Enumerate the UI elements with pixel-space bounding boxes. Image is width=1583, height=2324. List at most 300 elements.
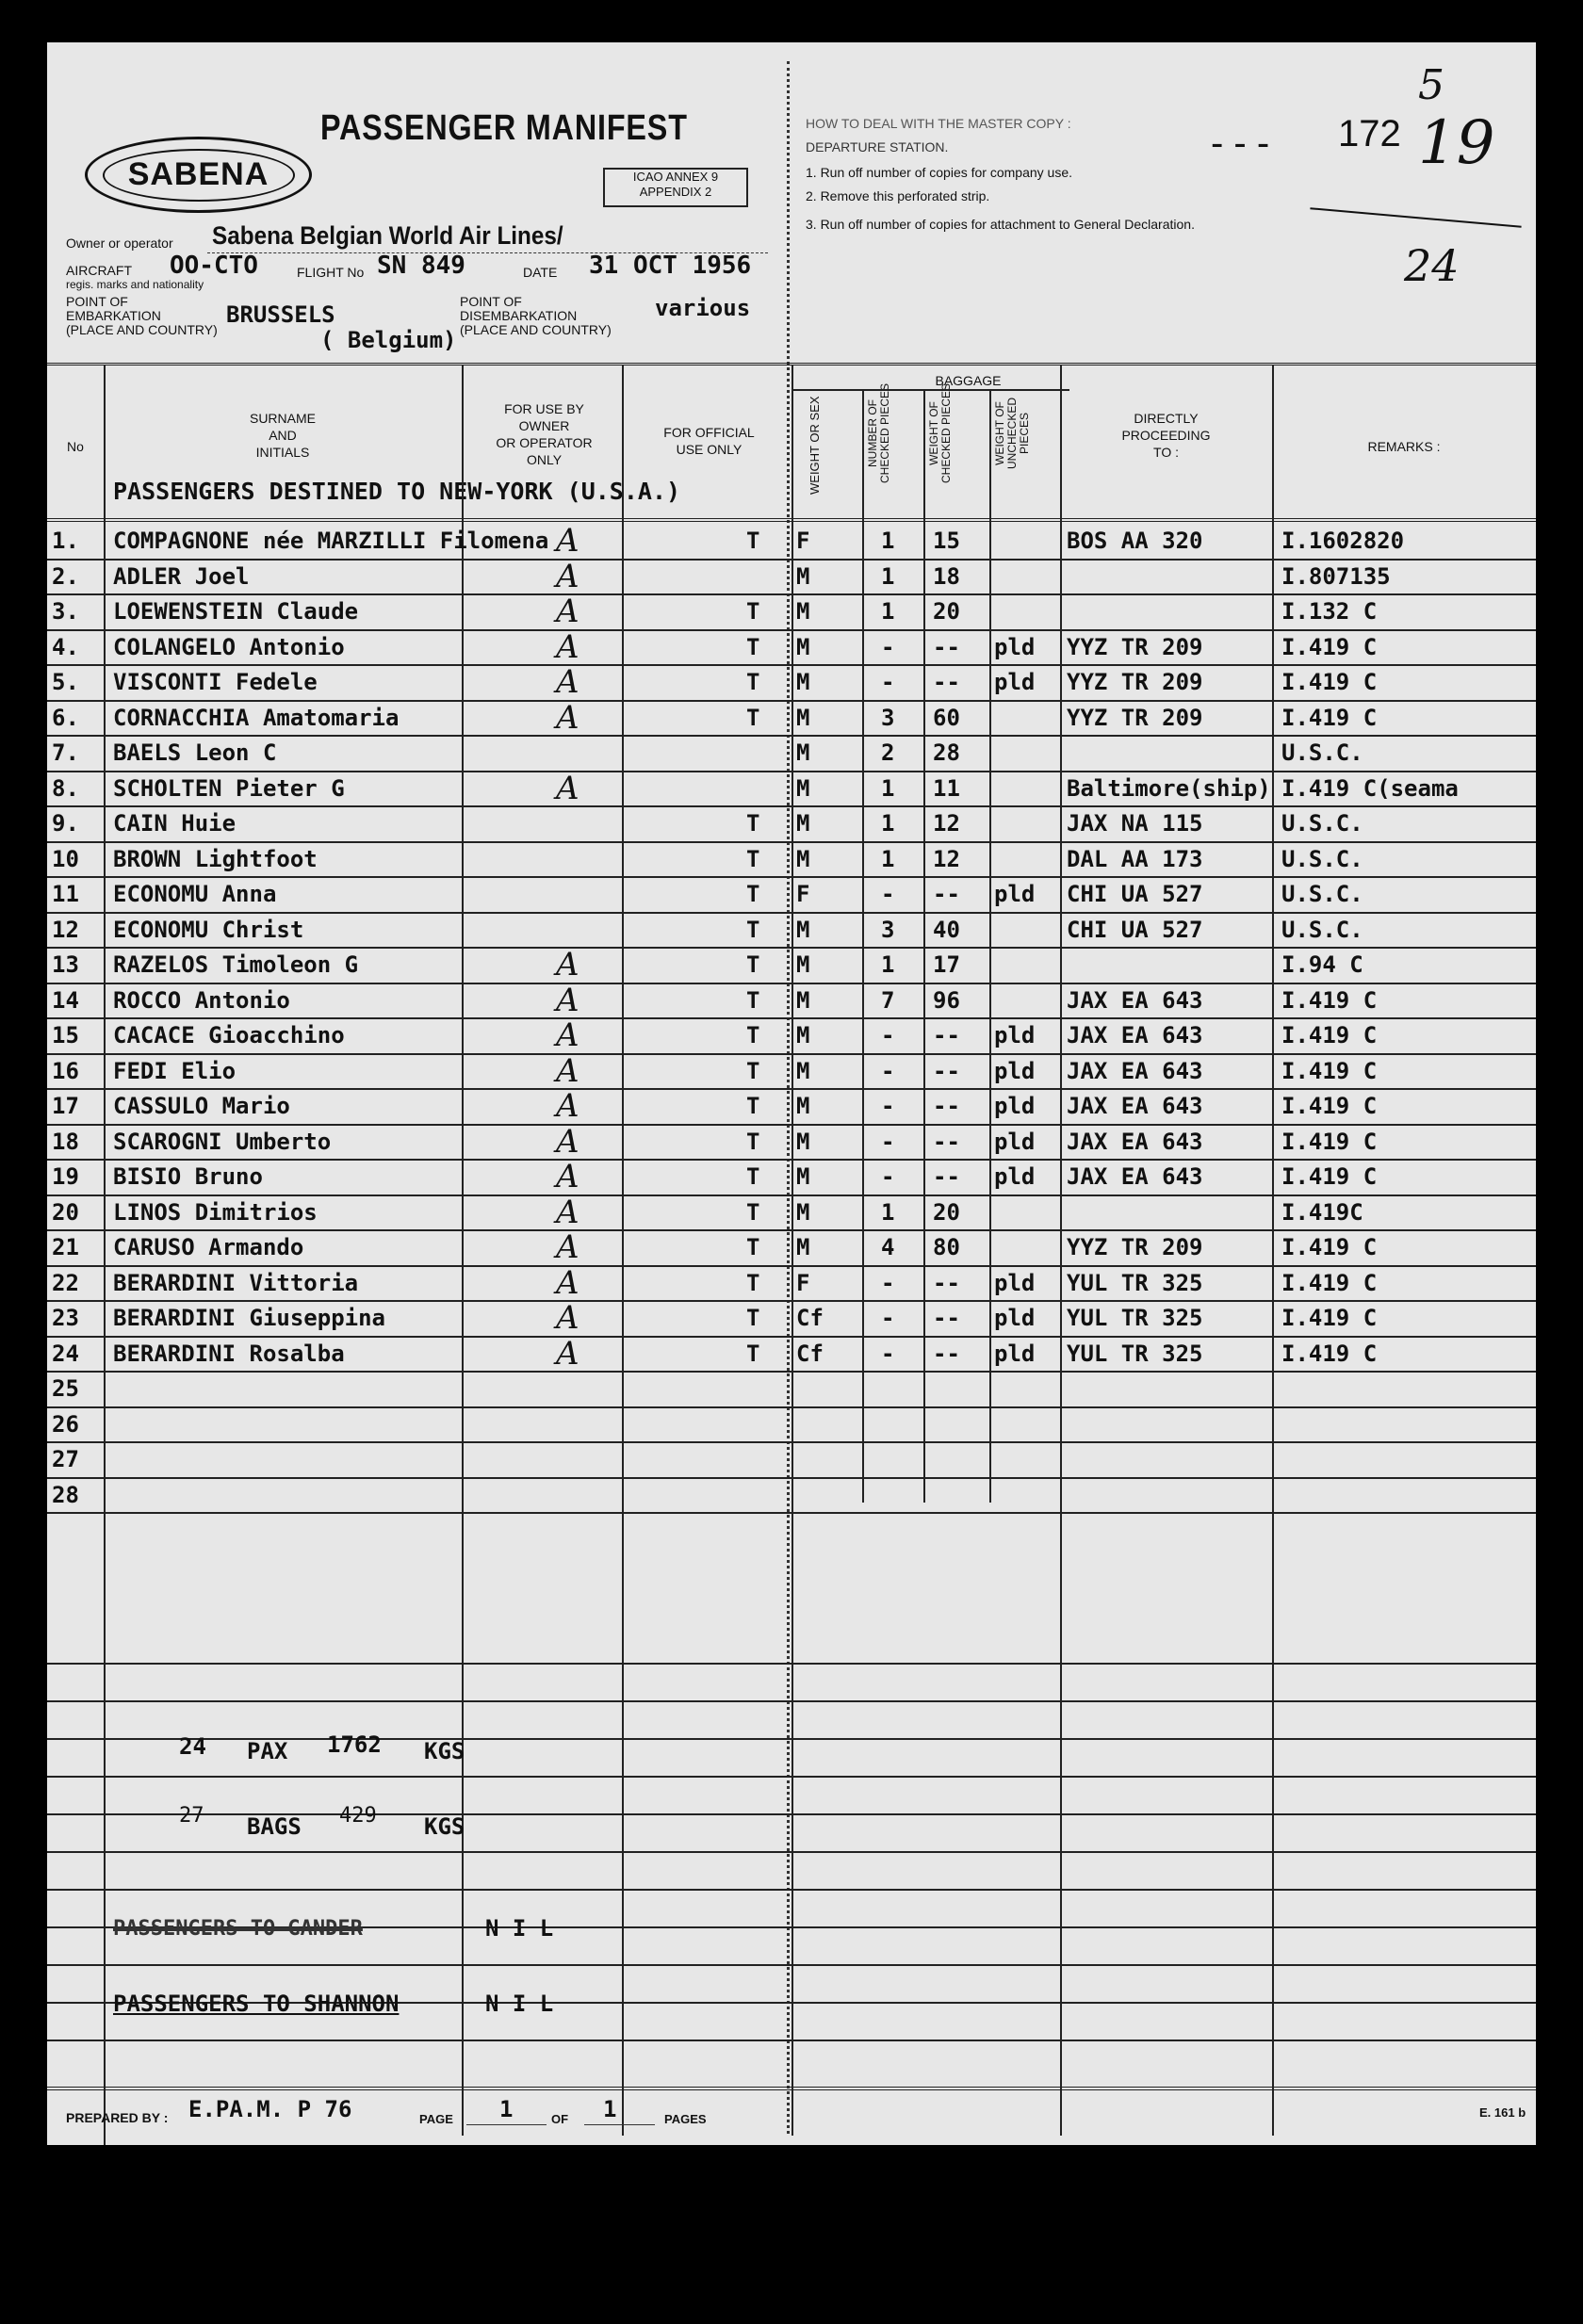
row-sex: M [796,562,810,590]
row-rule [47,1512,1536,1514]
row-proceeding: YUL TR 325 [1067,1269,1203,1296]
row-rule [47,912,1536,914]
row-remarks: I.419 C(seama [1281,774,1459,802]
embark-label-1: POINT OF [66,294,128,309]
row-rule [47,1300,1536,1302]
row-no: 5. [52,669,79,695]
row-name: FEDI Elio [113,1057,237,1084]
row-owner-mark: A [556,1016,579,1054]
prepared-label: PREPARED BY : [66,2110,169,2125]
row-official: T [746,881,760,907]
disembark-value: various [655,295,751,321]
row-rule [47,1195,1536,1196]
lower-rule [47,1663,1536,1665]
row-official: T [746,1128,760,1155]
instruction-5: 3. Run off number of copies for attachment to General Declaration. [806,217,1195,232]
row-unchecked: pld [994,1022,1036,1048]
row-proceeding: YYZ TR 209 [1067,704,1203,731]
row-official: T [746,1022,760,1048]
embark-value: BRUSSELS [226,301,335,328]
row-proceeding: CHI UA 527 [1067,916,1203,943]
row-official: T [746,1198,760,1226]
row-no: 17 [52,1093,79,1119]
row-sex: Cf [796,1305,824,1331]
row-checked-pieces: - [881,881,895,907]
row-checked-pieces: 4 [881,1234,895,1260]
annotation-19: 19 [1418,108,1495,178]
row-sex: M [796,1234,810,1260]
row-remarks: I.419 C [1281,704,1378,731]
flight-value: SN 849 [377,252,465,280]
row-no: 27 [52,1446,79,1472]
row-remarks: I.419 C [1281,669,1378,695]
row-sex: F [796,1269,810,1296]
lower-rule [47,1700,1536,1702]
row-proceeding: CHI UA 527 [1067,881,1203,907]
row-official: T [746,1093,760,1119]
col-surname-line-3: INITIALS [255,445,310,460]
row-name: CACACE Gioacchino [113,1022,345,1048]
row-name: CASSULO Mario [113,1093,290,1119]
row-no: 4. [52,633,79,660]
row-name: RAZELOS Timoleon G [113,951,359,978]
owner-label: Owner or operator [66,236,173,251]
row-sex: F [796,881,810,907]
row-owner-mark: A [556,1193,579,1231]
prepared-value: E.PA.M. P 76 [188,2096,352,2122]
aircraft-label: AIRCRAFT [66,263,132,278]
annotation-172: 172 [1338,113,1401,154]
row-official: T [746,951,760,978]
row-sex: M [796,1198,810,1226]
row-remarks: U.S.C. [1281,739,1363,766]
row-checked-weight: 18 [933,562,960,590]
row-owner-mark: A [556,557,579,595]
instruction-1: HOW TO DEAL WITH THE MASTER COPY : [806,116,1071,131]
gander-line-struck: PASSENGERS TO GANDER [113,1917,363,1941]
row-rule [47,1229,1536,1231]
row-no: 12 [52,916,79,943]
row-proceeding: JAX EA 643 [1067,1022,1203,1048]
row-remarks: I.419 C [1281,1163,1378,1190]
row-proceeding: Baltimore(ship) [1067,774,1271,802]
row-official: T [746,669,760,695]
row-official: T [746,1163,760,1190]
row-sex: M [796,845,810,872]
row-checked-weight: 12 [933,810,960,837]
row-rule [47,1441,1536,1443]
instruction-4: 2. Remove this perforated strip. [806,188,990,203]
row-owner-mark: A [556,1263,579,1302]
row-sex: M [796,633,810,660]
row-unchecked: pld [994,881,1036,907]
row-no: 2. [52,562,79,590]
col-proceeding-line-1: DIRECTLY [1134,411,1199,426]
row-remarks: U.S.C. [1281,810,1363,837]
col-proceeding-header [1060,410,1272,461]
row-name: BERARDINI Rosalba [113,1340,345,1367]
lower-rule [47,1776,1536,1778]
row-name: ECONOMU Anna [113,881,277,907]
page-value: 1 [499,2096,514,2122]
row-rule [47,735,1536,737]
col-official-line-2: USE ONLY [676,442,743,457]
shannon-value: N I L [485,1991,554,2017]
row-owner-mark: A [556,1087,579,1125]
row-sex: M [796,916,810,943]
manifest-sheet [47,42,1536,2145]
row-rule [47,629,1536,631]
col-surname-header [104,410,462,461]
row-name: COLANGELO Antonio [113,633,345,660]
row-no: 10 [52,845,79,872]
row-name: CAIN Huie [113,810,237,837]
row-unchecked: pld [994,1163,1036,1190]
col-weight-sex-header: WEIGHT OR SEX [808,396,822,495]
row-checked-pieces: 1 [881,1198,895,1226]
row-no: 21 [52,1234,79,1260]
row-name: ECONOMU Christ [113,916,304,943]
row-owner-mark: A [556,981,579,1019]
annotation-24: 24 [1404,240,1460,291]
row-checked-weight: -- [933,1340,960,1367]
row-unchecked: pld [994,1305,1036,1331]
col-proceeding-line-2: PROCEEDING [1121,428,1211,443]
disembark-label-1: POINT OF [460,294,522,309]
row-checked-weight: -- [933,881,960,907]
row-rule [47,664,1536,666]
row-owner-mark: A [556,698,579,737]
row-unchecked: pld [994,1340,1036,1367]
row-checked-pieces: 1 [881,810,895,837]
row-official: T [746,633,760,660]
perforation-line [787,61,790,2134]
row-owner-mark: A [556,1228,579,1266]
row-no: 18 [52,1128,79,1155]
row-checked-weight: -- [933,1022,960,1048]
row-checked-pieces: 1 [881,562,895,590]
row-checked-pieces: - [881,1128,895,1155]
row-rule [47,559,1536,561]
icao-line-1: ICAO ANNEX 9 [632,170,719,184]
row-official: T [746,1305,760,1331]
row-name: BERARDINI Giuseppina [113,1305,385,1331]
row-proceeding: JAX EA 643 [1067,1128,1203,1155]
row-proceeding: BOS AA 320 [1067,528,1203,554]
row-no: 19 [52,1163,79,1190]
annotation-dash: - - - [1211,122,1270,164]
row-remarks: I.419 C [1281,1093,1378,1119]
instruction-3: 1. Run off number of copies for company use. [806,165,1073,180]
row-owner-mark: A [556,1158,579,1195]
destination-line: PASSENGERS DESTINED TO NEW-YORK (U.S.A.) [113,478,681,505]
row-proceeding: DAL AA 173 [1067,845,1203,872]
lower-rule [47,1889,1536,1891]
row-checked-weight: -- [933,1093,960,1119]
row-unchecked: pld [994,1128,1036,1155]
row-unchecked: pld [994,1269,1036,1296]
row-checked-pieces: 1 [881,951,895,978]
row-proceeding: YYZ TR 209 [1067,633,1203,660]
row-name: SCAROGNI Umberto [113,1128,332,1155]
row-owner-mark: A [556,1051,579,1090]
row-name: ROCCO Antonio [113,986,290,1014]
row-checked-pieces: - [881,1340,895,1367]
embark-label-3: (PLACE AND COUNTRY) [66,322,218,337]
row-official: T [746,528,760,554]
row-rule [47,1371,1536,1373]
col-proceeding-line-3: TO : [1153,445,1179,460]
row-official: T [746,704,760,731]
row-rule [47,771,1536,772]
date-value: 31 OCT 1956 [589,252,752,280]
row-rule [47,876,1536,878]
row-proceeding: JAX EA 643 [1067,1093,1203,1119]
row-remarks: I.419 C [1281,986,1378,1014]
row-checked-weight: 60 [933,704,960,731]
col-baggage-header: BAGGAGE [935,373,1002,388]
pax-count: 24 [179,1733,206,1760]
row-checked-weight: 80 [933,1234,960,1260]
row-owner-mark: A [556,1122,579,1161]
page-rule [466,2124,547,2125]
row-proceeding: JAX NA 115 [1067,810,1203,837]
row-name: BERARDINI Vittoria [113,1269,359,1296]
row-no: 9. [52,810,79,837]
col-surname-line-2: AND [269,428,297,443]
row-checked-pieces: 1 [881,528,895,554]
icao-line-2: APPENDIX 2 [639,185,712,199]
disembark-label-2: DISEMBARKATION [460,308,578,323]
row-rule [47,1159,1536,1161]
col-surname-line-1: SURNAME [249,411,316,426]
row-no: 6. [52,704,79,731]
row-checked-pieces: - [881,1163,895,1190]
row-remarks: I.419 C [1281,1128,1378,1155]
row-rule [47,1088,1536,1090]
row-sex: M [796,669,810,695]
row-checked-weight: -- [933,1305,960,1331]
row-rule [47,1265,1536,1267]
lower-rule [47,1964,1536,1966]
row-name: LINOS Dimitrios [113,1198,318,1226]
row-owner-mark: A [556,627,579,666]
row-no: 28 [52,1481,79,1508]
row-checked-weight: 40 [933,916,960,943]
row-name: LOEWENSTEIN Claude [113,598,359,625]
row-checked-weight: -- [933,669,960,695]
row-proceeding: JAX EA 643 [1067,1163,1203,1190]
row-owner-mark: A [556,946,579,983]
row-checked-weight: -- [933,1269,960,1296]
row-remarks: U.S.C. [1281,881,1363,907]
pax-weight: 1762 [327,1731,382,1758]
row-name: BISIO Bruno [113,1163,263,1190]
row-checked-pieces: 7 [881,986,895,1014]
page-label: PAGE [419,2112,453,2126]
row-no: 22 [52,1269,79,1296]
row-checked-weight: 12 [933,845,960,872]
row-owner-mark: A [556,1334,579,1373]
row-rule [47,1017,1536,1019]
row-sex: M [796,951,810,978]
row-remarks: I.1602820 [1281,528,1405,554]
row-sex: Cf [796,1340,824,1367]
row-sex: M [796,1093,810,1119]
row-sex: M [796,704,810,731]
lower-rule [47,2040,1536,2041]
row-remarks: I.419 C [1281,1234,1378,1260]
row-remarks: U.S.C. [1281,845,1363,872]
row-checked-weight: 15 [933,528,960,554]
row-rule [47,947,1536,949]
row-rule [47,593,1536,595]
row-no: 25 [52,1375,79,1402]
logo-text: SABENA [103,149,295,202]
row-sex: M [796,986,810,1014]
col-owner-line-1: FOR USE BY [504,401,584,416]
row-remarks: I.419 C [1281,1022,1378,1048]
row-owner-mark: A [556,593,579,630]
row-no: 15 [52,1022,79,1048]
row-checked-weight: 20 [933,1198,960,1226]
row-unchecked: pld [994,1093,1036,1119]
row-checked-pieces: 3 [881,704,895,731]
row-official: T [746,1269,760,1296]
row-checked-weight: -- [933,1163,960,1190]
bags-weight: 429 [339,1804,377,1828]
bags-label: BAGS [247,1813,302,1840]
icao-box [603,168,748,207]
row-official: T [746,1057,760,1084]
pax-label: PAX [247,1738,288,1764]
col-remarks-header: REMARKS : [1367,439,1441,454]
row-proceeding: YYZ TR 209 [1067,669,1203,695]
row-sex: M [796,1057,810,1084]
row-rule [47,1406,1536,1408]
row-proceeding: JAX EA 643 [1067,986,1203,1014]
row-sex: M [796,1163,810,1190]
baggage-rule [792,389,1069,391]
col-owner-header [462,400,627,468]
row-rule [47,841,1536,843]
aircraft-value: OO-CTO [170,252,258,280]
row-name: SCHOLTEN Pieter G [113,774,345,802]
row-sex: F [796,528,810,554]
row-official: T [746,845,760,872]
row-checked-weight: 11 [933,774,960,802]
row-official: T [746,986,760,1014]
row-name: CARUSO Armando [113,1234,304,1260]
row-checked-weight: 20 [933,598,960,625]
col-owner-line-4: ONLY [526,452,563,467]
row-checked-pieces: - [881,1269,895,1296]
grid-vline [104,365,106,2145]
lower-rule [47,1851,1536,1853]
row-checked-pieces: - [881,633,895,660]
aircraft-sub: regis. marks and nationality [66,278,204,291]
row-remarks: I.419 C [1281,1057,1378,1084]
row-remarks: I.94 C [1281,951,1363,978]
row-rule [47,1053,1536,1055]
form-code: E. 161 b [1479,2105,1526,2120]
row-sex: M [796,739,810,766]
annotation-underline [1310,207,1521,228]
date-label: DATE [523,265,558,280]
row-proceeding: YUL TR 325 [1067,1305,1203,1331]
row-remarks: I.419 C [1281,1269,1378,1296]
row-unchecked: pld [994,669,1036,695]
row-checked-pieces: - [881,1022,895,1048]
row-name: BROWN Lightfoot [113,845,318,872]
col-no-header: No [67,439,84,454]
row-no: 7. [52,739,79,766]
row-owner-mark: A [556,663,579,701]
row-checked-weight: 28 [933,739,960,766]
row-rule [47,805,1536,807]
row-remarks: U.S.C. [1281,916,1363,943]
row-checked-pieces: - [881,669,895,695]
row-remarks: I.419 C [1281,1305,1378,1331]
row-no: 14 [52,986,79,1014]
row-no: 1. [52,528,79,554]
row-checked-pieces: 1 [881,598,895,625]
row-checked-pieces: - [881,1057,895,1084]
row-sex: M [796,810,810,837]
row-no: 23 [52,1305,79,1331]
pax-unit: KGS [424,1738,465,1764]
row-rule [47,700,1536,702]
row-no: 24 [52,1340,79,1367]
row-proceeding: YYZ TR 209 [1067,1234,1203,1260]
row-rule [47,983,1536,984]
row-no: 11 [52,881,79,907]
row-official: T [746,810,760,837]
col-owner-line-2: OWNER [518,418,570,433]
row-owner-mark: A [556,1299,579,1337]
col-official-header [627,424,792,458]
col-checked-weight-header: WEIGHT OF CHECKED PIECES [927,382,953,484]
bags-unit: KGS [424,1813,465,1840]
row-checked-pieces: 1 [881,774,895,802]
row-checked-pieces: 3 [881,916,895,943]
row-checked-pieces: - [881,1305,895,1331]
row-owner-mark: A [556,769,579,807]
row-sex: M [796,774,810,802]
row-official: T [746,1340,760,1367]
row-sex: M [796,1022,810,1048]
row-no: 8. [52,774,79,802]
row-name: COMPAGNONE née MARZILLI Filomena [113,528,549,554]
row-proceeding: JAX EA 643 [1067,1057,1203,1084]
row-remarks: I.419 C [1281,633,1378,660]
row-name: VISCONTI Fedele [113,669,318,695]
col-unchecked-weight-header: WEIGHT OF UNCHECKED PIECES [993,398,1031,470]
footer-rule [47,2087,1536,2090]
row-official: T [746,598,760,625]
row-checked-pieces: - [881,1093,895,1119]
sabena-logo [85,137,312,213]
instruction-2: DEPARTURE STATION. [806,139,949,154]
row-remarks: I.132 C [1281,598,1378,625]
of-rule [584,2124,655,2125]
row-unchecked: pld [994,1057,1036,1084]
row-rule [47,1336,1536,1338]
row-owner-mark: A [556,522,579,560]
row-no: 3. [52,598,79,625]
row-rule [47,1124,1536,1126]
col-checked-pieces-header: NUMBER OF CHECKED PIECES [866,382,891,484]
